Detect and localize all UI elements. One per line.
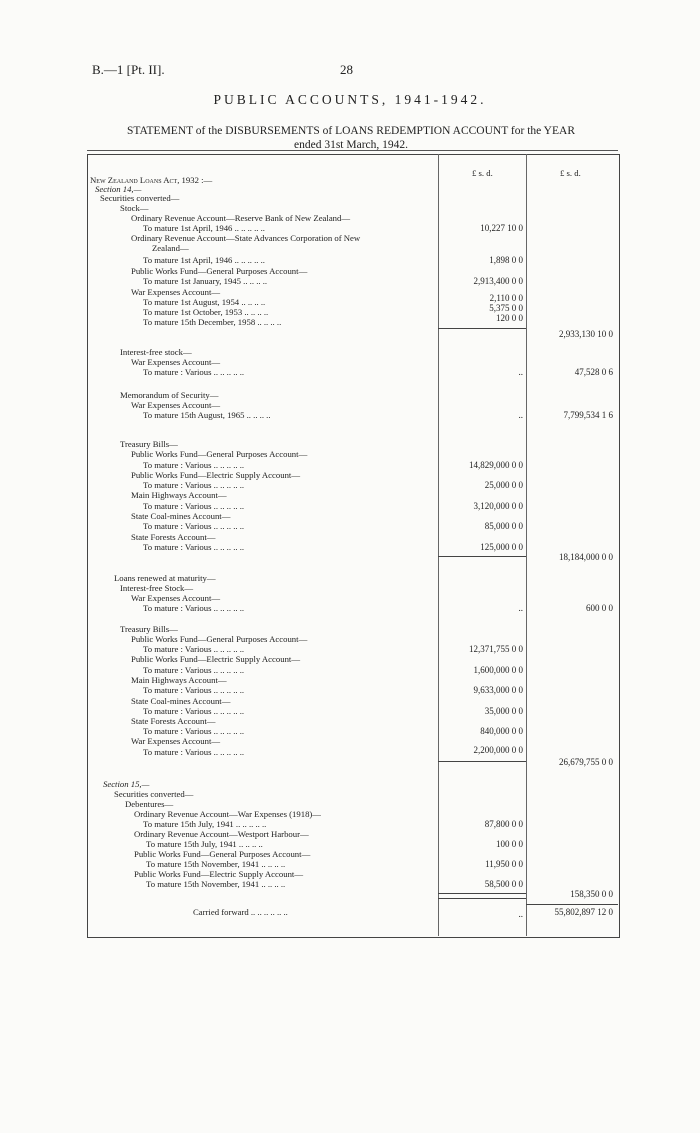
line-item-text: Securities converted— xyxy=(100,193,180,203)
column-head-amount-2: £ s. d. xyxy=(560,168,581,178)
total-value: 55,802,897 12 0 xyxy=(554,907,613,917)
amount-value: 5,375 0 0 xyxy=(489,303,523,313)
total-value: 26,679,755 0 0 xyxy=(559,757,613,767)
line-item-text: To mature : Various .. .. .. .. .. xyxy=(143,542,245,552)
line-item-text: Zealand— xyxy=(152,243,189,253)
document-reference: B.—1 [Pt. II]. xyxy=(92,62,165,77)
total-value: 158,350 0 0 xyxy=(570,889,613,899)
line-item-text: To mature 1st August, 1954 .. .. .. .. xyxy=(143,297,266,307)
line-item-text: War Expenses Account— xyxy=(131,357,221,367)
total-value: 2,933,130 10 0 xyxy=(559,329,613,339)
total-value: 600 0 0 xyxy=(586,603,613,613)
line-item-text: Treasury Bills— xyxy=(120,624,178,634)
amount-value: 3,120,000 0 0 xyxy=(473,501,523,511)
subtotal-rule xyxy=(438,761,526,762)
statement-subtitle-line2: ended 31st March, 1942. xyxy=(293,139,409,151)
subtotal-rule xyxy=(438,898,526,899)
line-item-text: To mature : Various .. .. .. .. .. xyxy=(143,603,245,613)
statement-subtitle-line1: STATEMENT of the DISBURSEMENTS of LOANS REDEMPTION ACCOUNT for the YEAR xyxy=(126,125,575,137)
amount-value: .. xyxy=(518,410,523,420)
line-item-text: Section 14,— xyxy=(95,184,142,194)
amount-value: 1,898 0 0 xyxy=(489,255,523,265)
line-item-text: To mature 1st October, 1953 .. .. .. .. xyxy=(143,307,269,317)
line-item-text: To mature : Various .. .. .. .. .. xyxy=(143,521,245,531)
line-item-text: Memorandum of Security— xyxy=(120,390,219,400)
line-item-text: War Expenses Account— xyxy=(131,593,221,603)
total-value: 7,799,534 1 6 xyxy=(563,410,613,420)
amount-value: 11,950 0 0 xyxy=(485,859,523,869)
total-value: 47,528 0 6 xyxy=(574,367,613,377)
column-divider-1 xyxy=(438,154,439,936)
line-item-text: Ordinary Revenue Account—Reserve Bank of New Zealand— xyxy=(131,213,351,223)
line-item-text: State Forests Account— xyxy=(131,716,216,726)
amount-value: 125,000 0 0 xyxy=(480,542,523,552)
amount-value: 87,800 0 0 xyxy=(484,819,523,829)
line-item-text: Public Works Fund—Electric Supply Account— xyxy=(134,869,304,879)
amount-value: 14,829,000 0 0 xyxy=(469,460,523,470)
line-item-text: To mature : Various .. .. .. .. .. xyxy=(143,367,245,377)
line-item-text: To mature : Various .. .. .. .. .. xyxy=(143,501,245,511)
amount-value: 12,371,755 0 0 xyxy=(469,644,523,654)
line-item-text: Loans renewed at maturity— xyxy=(114,573,216,583)
line-item-text: Public Works Fund—General Purposes Account— xyxy=(131,449,308,459)
line-item-text: To mature : Various .. .. .. .. .. xyxy=(143,665,245,675)
amount-value: 2,200,000 0 0 xyxy=(473,745,523,755)
line-item-text: To mature 15th August, 1965 .. .. .. .. xyxy=(143,410,271,420)
line-item-text: To mature 1st April, 1946 .. .. .. .. .. xyxy=(143,255,265,265)
amount-value: 35,000 0 0 xyxy=(484,706,523,716)
line-item-text: Carried forward .. .. .. .. .. .. xyxy=(193,907,288,917)
line-item-text: To mature 15th July, 1941 .. .. .. .. .. xyxy=(143,819,267,829)
line-item-text: State Forests Account— xyxy=(131,532,216,542)
line-item-text: To mature : Various .. .. .. .. .. xyxy=(143,644,245,654)
amount-value: 100 0 0 xyxy=(496,839,523,849)
subtotal-rule xyxy=(438,893,526,894)
line-item-text: To mature 15th November, 1941 .. .. .. .. xyxy=(146,859,286,869)
amount-value: 2,913,400 0 0 xyxy=(473,276,523,286)
line-item-text: To mature : Various .. .. .. .. .. xyxy=(143,460,245,470)
line-item-text: Ordinary Revenue Account—War Expenses (1918)— xyxy=(134,809,321,819)
line-item-text: New Zealand Loans Act, 1932 :— xyxy=(90,175,213,185)
line-item-text: To mature : Various .. .. .. .. .. xyxy=(143,747,245,757)
line-item-text: War Expenses Account— xyxy=(131,736,221,746)
line-item-text: Debentures— xyxy=(125,799,174,809)
amount-value: 2,110 0 0 xyxy=(489,293,523,303)
line-item-text: To mature : Various .. .. .. .. .. xyxy=(143,685,245,695)
total-rule xyxy=(526,904,618,905)
line-item-text: Securities converted— xyxy=(114,789,194,799)
total-value: 18,184,000 0 0 xyxy=(559,552,613,562)
line-item-text: Public Works Fund—General Purposes Account— xyxy=(131,634,308,644)
amount-value: 120 0 0 xyxy=(496,313,523,323)
line-item-text: Treasury Bills— xyxy=(120,439,178,449)
line-item-text: Section 15,— xyxy=(103,779,150,789)
column-divider-2 xyxy=(526,154,527,936)
line-item-text: Interest-free Stock— xyxy=(120,583,194,593)
line-item-text: State Coal-mines Account— xyxy=(131,511,231,521)
line-item-text: To mature : Various .. .. .. .. .. xyxy=(143,706,245,716)
line-item-text: To mature 15th July, 1941 .. .. .. .. xyxy=(146,839,263,849)
line-item-text: Stock— xyxy=(120,203,149,213)
amount-value: 9,633,000 0 0 xyxy=(473,685,523,695)
line-item-text: Interest-free stock— xyxy=(120,347,192,357)
line-item-text: Public Works Fund—General Purposes Account— xyxy=(131,266,308,276)
line-item-text: To mature 15th November, 1941 .. .. .. .. xyxy=(146,879,286,889)
line-item-text: To mature 1st April, 1946 .. .. .. .. .. xyxy=(143,223,265,233)
amount-value: 840,000 0 0 xyxy=(480,726,523,736)
amount-value: 58,500 0 0 xyxy=(484,879,523,889)
amount-value: 25,000 0 0 xyxy=(484,480,523,490)
subtotal-rule xyxy=(438,556,526,557)
line-item-text: Main Highways Account— xyxy=(131,675,227,685)
amount-value: .. xyxy=(518,367,523,377)
line-item-text: Ordinary Revenue Account—Westport Harbour— xyxy=(134,829,309,839)
line-item-text: To mature : Various .. .. .. .. .. xyxy=(143,726,245,736)
page-title: PUBLIC ACCOUNTS, 1941-1942. xyxy=(213,92,487,107)
amount-value: .. xyxy=(518,909,523,919)
line-item-text: Main Highways Account— xyxy=(131,490,227,500)
line-item-text: War Expenses Account— xyxy=(131,287,221,297)
subtotal-rule xyxy=(438,328,526,329)
line-item-text: War Expenses Account— xyxy=(131,400,221,410)
amount-value: 10,227 10 0 xyxy=(480,223,523,233)
line-item-text: State Coal-mines Account— xyxy=(131,696,231,706)
line-item-text: Public Works Fund—Electric Supply Account— xyxy=(131,470,301,480)
line-item-text: Public Works Fund—Electric Supply Account— xyxy=(131,654,301,664)
page-number: 28 xyxy=(340,62,353,77)
line-item-text: Ordinary Revenue Account—State Advances Corporation of New xyxy=(131,233,361,243)
line-item-text: To mature 15th December, 1958 .. .. .. .. xyxy=(143,317,282,327)
line-item-text: Public Works Fund—General Purposes Account— xyxy=(134,849,311,859)
amount-value: 1,600,000 0 0 xyxy=(473,665,523,675)
line-item-text: To mature : Various .. .. .. .. .. xyxy=(143,480,245,490)
line-item-text: To mature 1st January, 1945 .. .. .. .. xyxy=(143,276,268,286)
amount-value: .. xyxy=(518,603,523,613)
column-head-amount-1: £ s. d. xyxy=(472,168,493,178)
amount-value: 85,000 0 0 xyxy=(484,521,523,531)
